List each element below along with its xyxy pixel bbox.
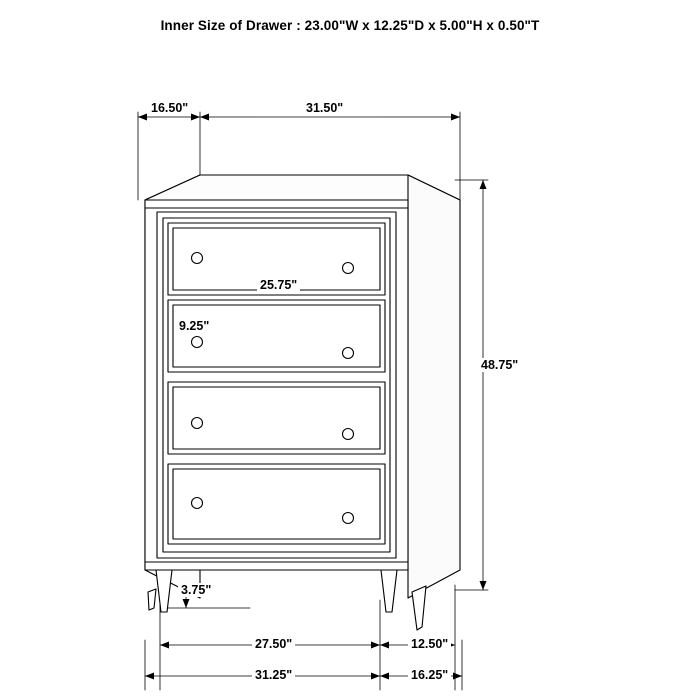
dimension-label-overall-depth: 16.25" (408, 668, 451, 682)
dimension-label-leg-span: 27.50" (252, 637, 295, 651)
dimension-label-depth-top: 16.50" (148, 101, 191, 115)
dimension-label-base-depth: 12.50" (408, 637, 451, 651)
page-title: Inner Size of Drawer : 23.00"W x 12.25"D x 5.00"H x 0.50"T (160, 18, 540, 33)
dimension-label-total-height: 48.75" (478, 358, 521, 372)
dimension-label-overall-width: 31.25" (252, 668, 295, 682)
dimension-label-drawer-width: 25.75" (257, 278, 300, 292)
dimension-label-width-top: 31.50" (303, 101, 346, 115)
dimension-label-drawer-height: 9.25" (176, 319, 212, 333)
dimension-label-leg-height: 3.75" (178, 583, 214, 597)
